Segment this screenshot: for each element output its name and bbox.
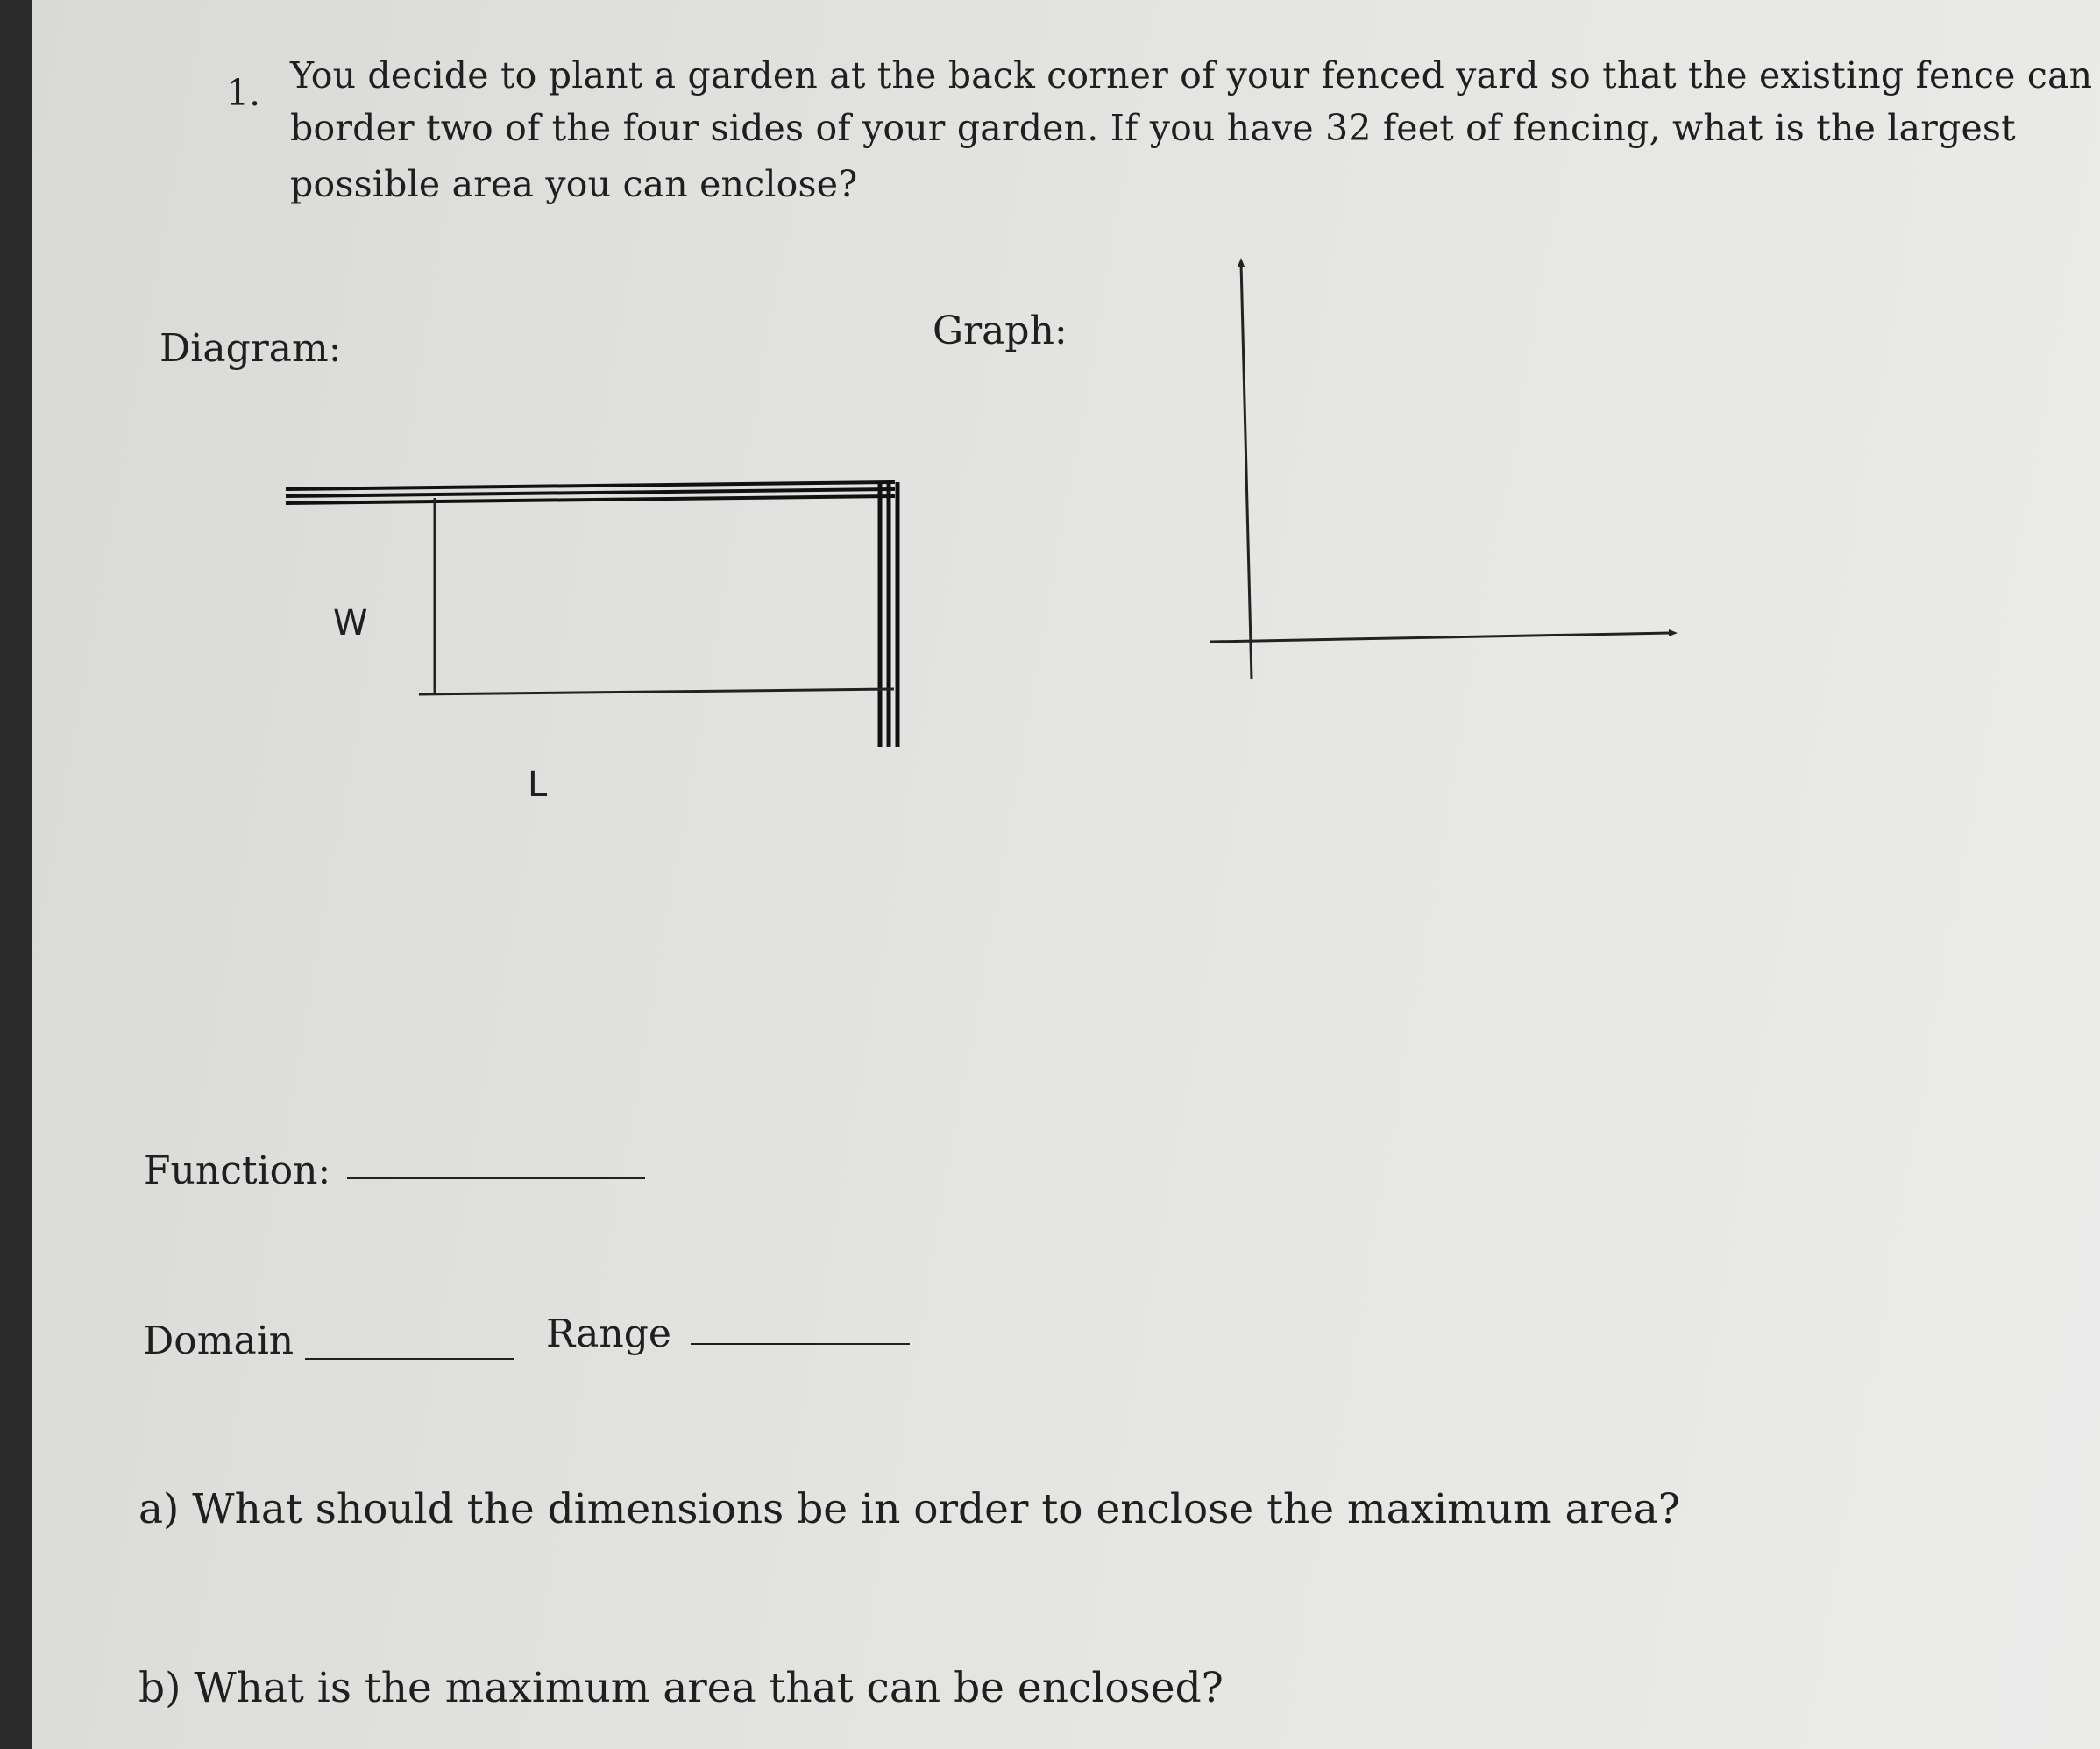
domain-label: Domain	[143, 1319, 294, 1363]
graph-heading: Graph:	[933, 309, 1068, 353]
range-answer-line[interactable]	[691, 1343, 910, 1345]
part-b-question: b) What is the maximum area that can be enclosed?	[138, 1664, 1224, 1712]
existing-fence-right	[880, 482, 897, 747]
question-text-line-2: border two of the four sides of your garden. If you have 32 feet of fencing, what is the largest	[290, 107, 2016, 149]
width-label: W	[333, 603, 368, 643]
blank-graph-axes	[1171, 254, 1697, 693]
diagram-heading: Diagram:	[160, 326, 342, 371]
graph-y-axis-arrow	[1238, 258, 1245, 267]
garden-length-side	[419, 689, 894, 694]
function-answer-line[interactable]	[347, 1177, 645, 1179]
question-text-line-3: possible area you can enclose?	[290, 163, 858, 205]
graph-y-axis	[1241, 263, 1252, 679]
part-a-question: a) What should the dimensions be in order to enclose the maximum area?	[138, 1485, 1680, 1533]
question-text-line-1: You decide to plant a garden at the back corner of your fenced yard so that the existing fence can	[290, 54, 2093, 96]
header-logo-fragment	[233, 0, 654, 18]
graph-x-axis-arrow	[1669, 629, 1678, 636]
worksheet-page	[32, 0, 2100, 1749]
graph-x-axis	[1210, 633, 1671, 642]
existing-fence-top	[286, 482, 895, 503]
domain-answer-line[interactable]	[305, 1358, 514, 1360]
question-number: 1.	[226, 72, 261, 114]
range-label: Range	[546, 1312, 671, 1356]
function-label: Function:	[144, 1148, 331, 1193]
length-label: L	[528, 764, 548, 805]
